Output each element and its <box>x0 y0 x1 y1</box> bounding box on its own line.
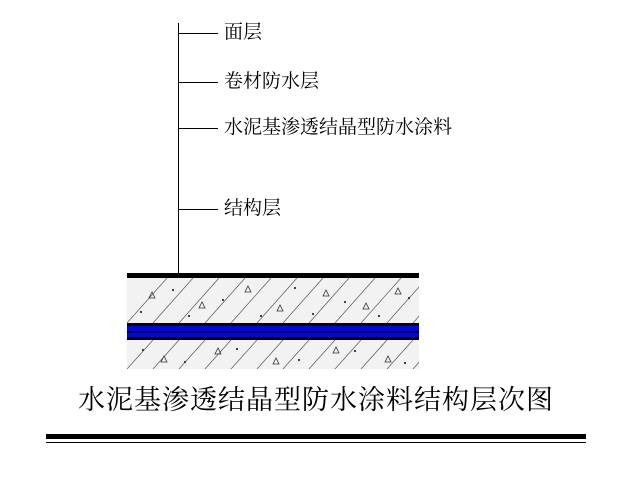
leader-line-crystalline-coating <box>179 128 218 129</box>
concrete-hatch-pattern-icon <box>127 278 419 323</box>
upper-concrete-hatch-band <box>127 278 419 323</box>
callout-label-structural-layer: 结构层 <box>224 198 282 219</box>
footer-rule-thin <box>46 442 586 443</box>
callout-label-sheet-waterproof-layer: 卷材防水层 <box>224 71 320 92</box>
section-stack <box>127 273 419 369</box>
leader-line-sheet-waterproof-layer <box>179 82 218 83</box>
leader-line-structural-layer <box>179 209 218 210</box>
lower-concrete-hatch-band <box>127 340 419 369</box>
callout-label-crystalline-coating: 水泥基渗透结晶型防水涂料 <box>224 117 453 138</box>
concrete-hatch-pattern-icon <box>127 340 419 369</box>
leader-line-surface-course <box>179 33 218 34</box>
callout-label-surface-course: 面层 <box>224 22 263 43</box>
footer-rule-thick <box>46 434 586 439</box>
diagram-title: 水泥基渗透结晶型防水涂料结构层次图 <box>78 385 554 416</box>
